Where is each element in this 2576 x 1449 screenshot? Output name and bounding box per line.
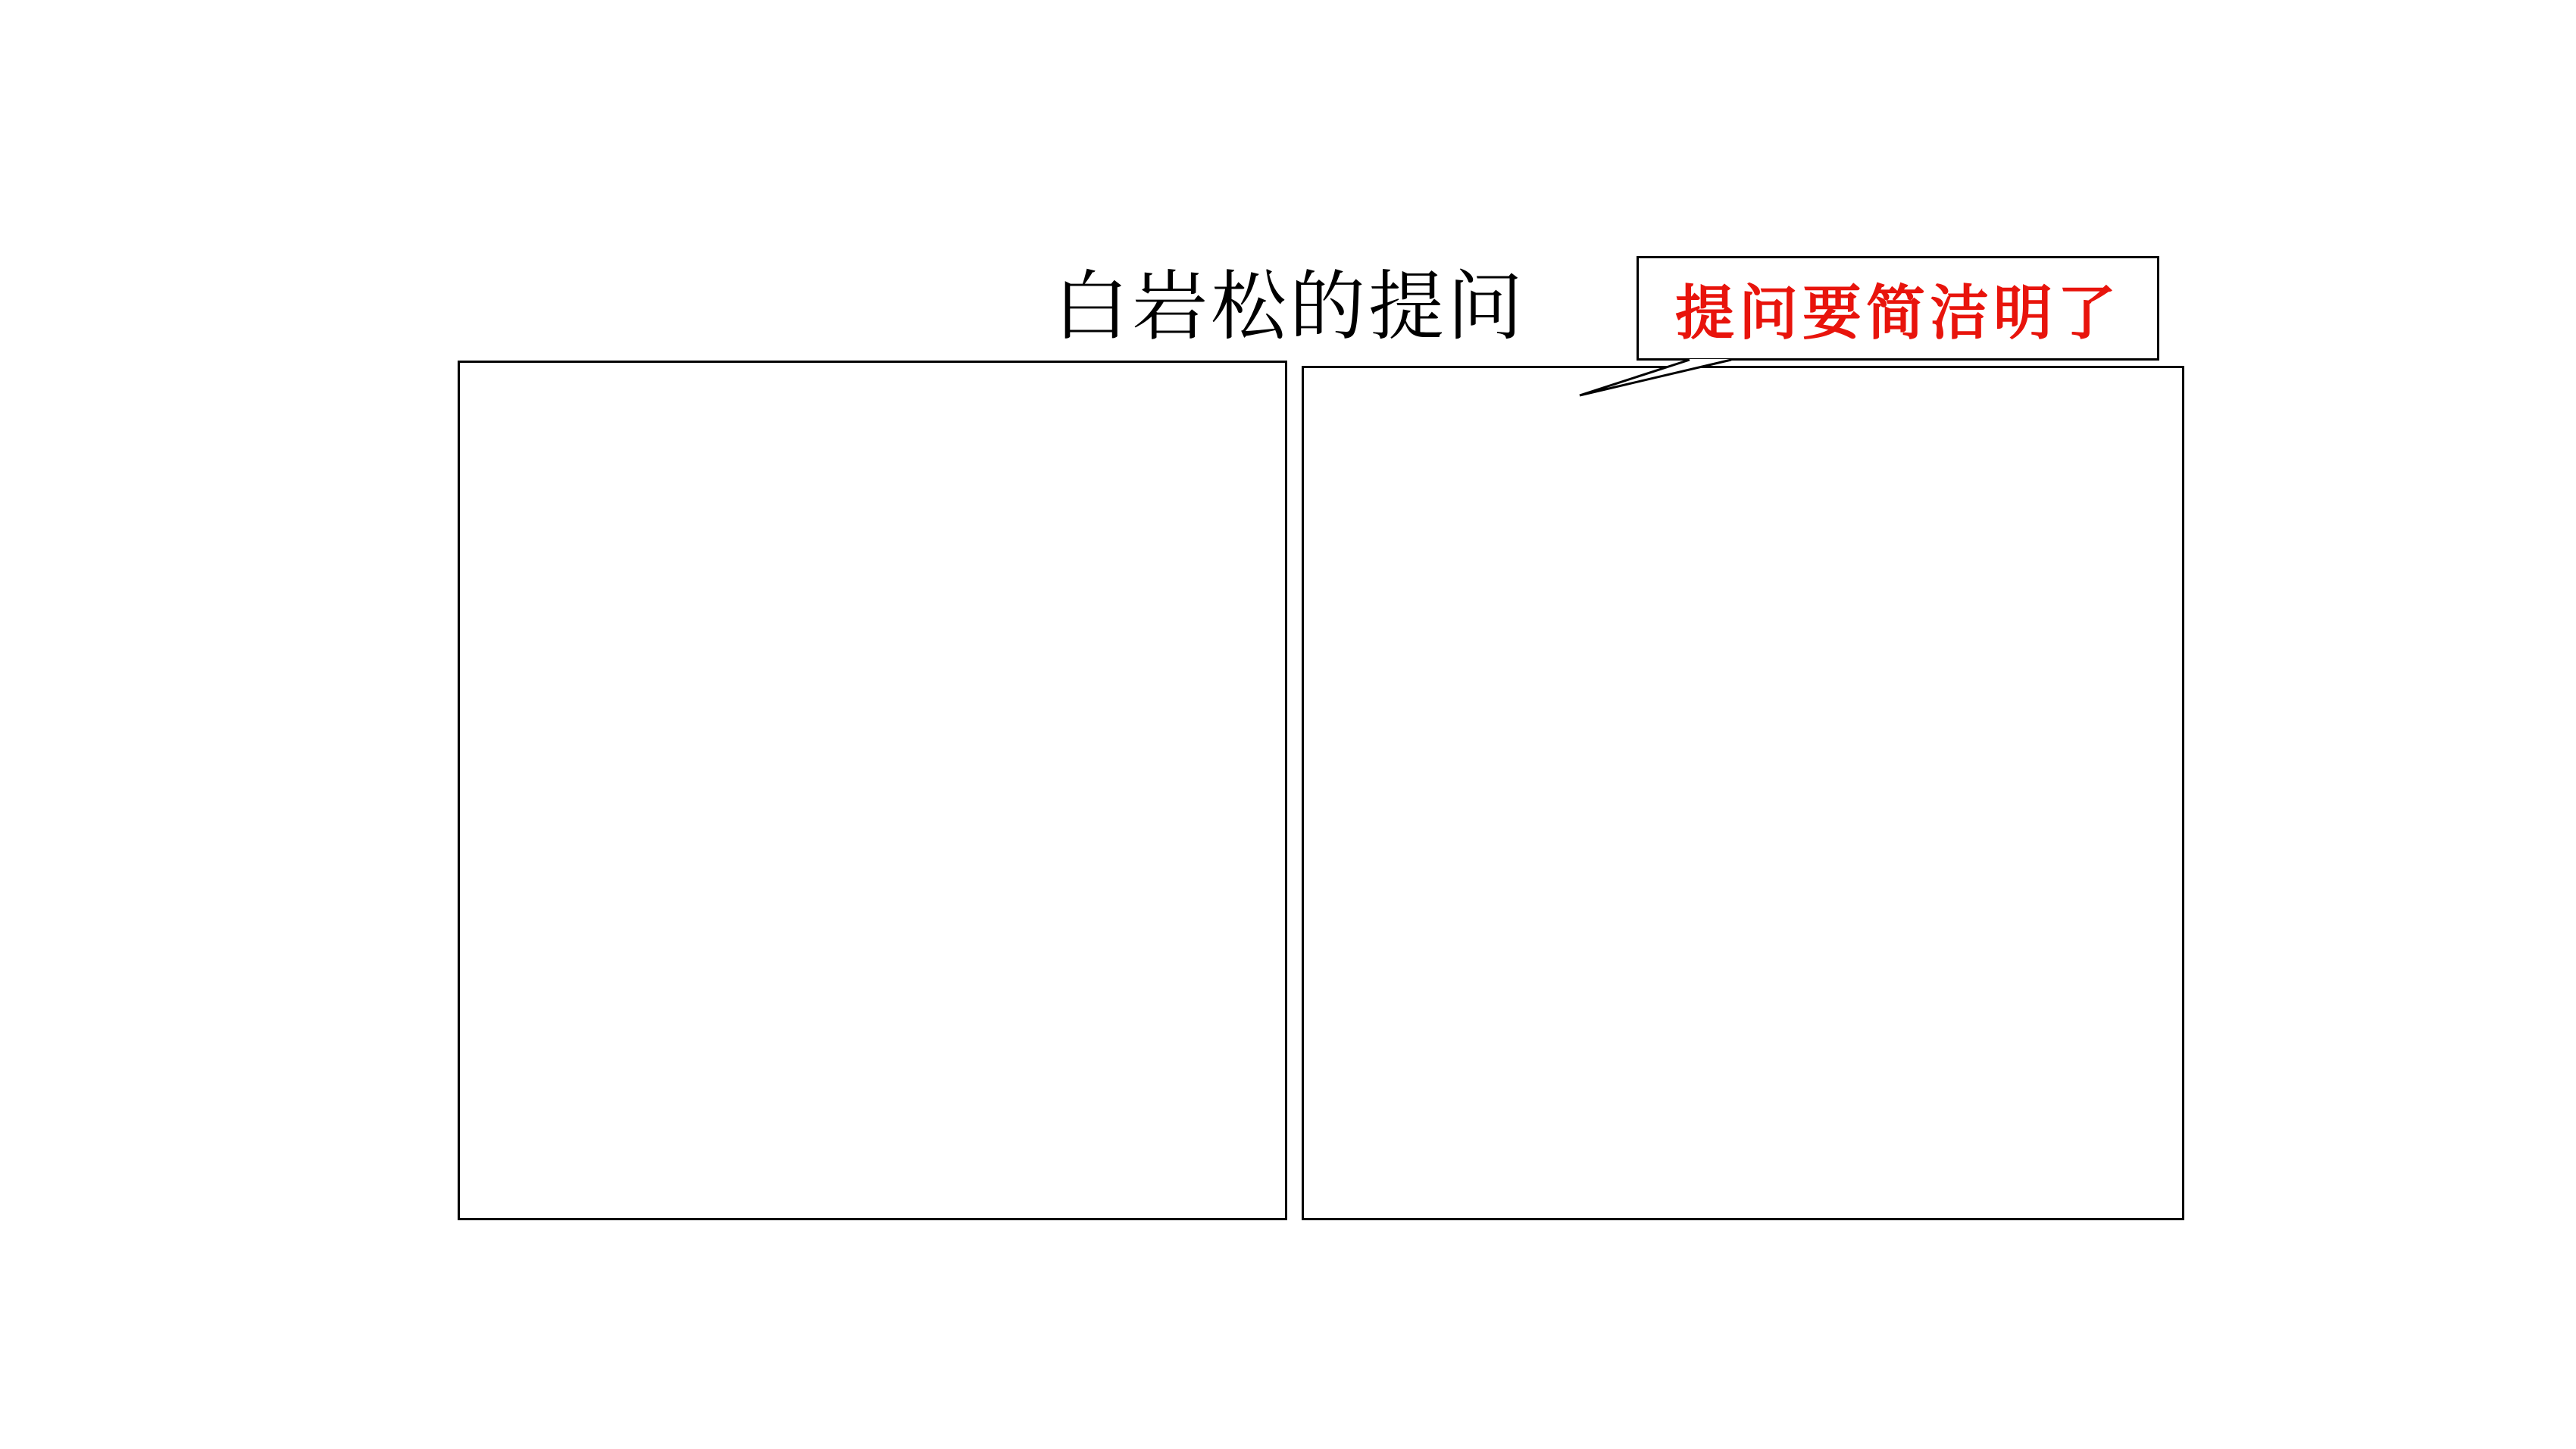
callout-box [1637,256,2159,361]
slide-title: 白岩松的提问 [1053,262,1526,351]
callout-text: 提问要简洁明了 [1674,279,2121,348]
questions-box-right [1302,366,2184,1220]
questions-box-left [458,361,1287,1220]
